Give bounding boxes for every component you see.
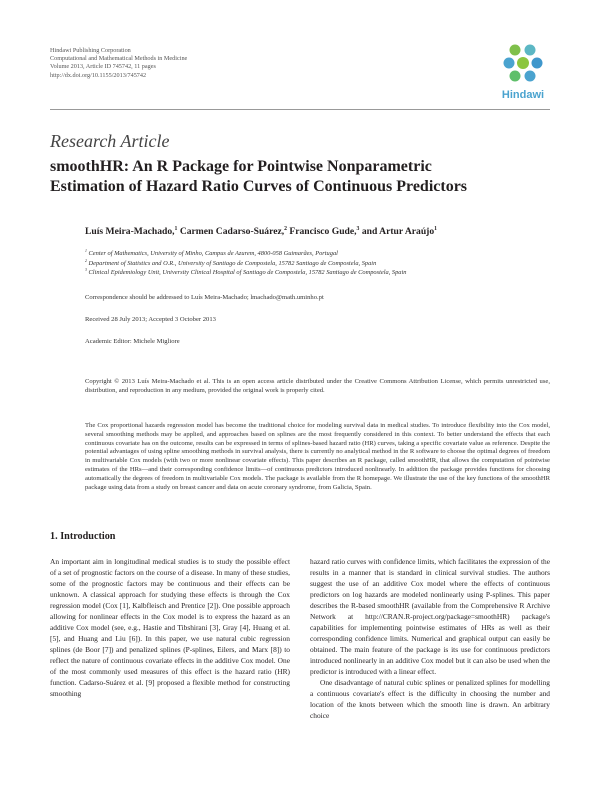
- affiliation-text: Center of Mathematics, University of Minho, Campus de Azurem, 4800-058 Guimarães, Portugal: [88, 250, 338, 257]
- affiliation-number: 1: [85, 248, 87, 253]
- paper-title-line-2: Estimation of Hazard Ratio Curves of Continuous Predictors: [50, 178, 468, 195]
- received-dates: Received 28 July 2013; Accepted 3 October 2013: [85, 316, 216, 323]
- article-type: Research Article: [50, 131, 170, 151]
- author-name: Luís Meira-Machado,: [85, 226, 175, 237]
- author-list: [85, 226, 437, 237]
- author-affiliation-mark: 2: [284, 225, 287, 232]
- affiliation-text: Clinical Epidemiology Unit, University Clinical Hospital of Santiago de Compostela, 15782 Santiago de Compostela, Spain: [88, 269, 407, 277]
- correspondence: Correspondence should be addressed to Luís Meira-Machado; lmachado@math.uminho.pt: [85, 294, 324, 301]
- journal-volume: Volume 2013, Article ID 745742, 11 pages: [50, 63, 156, 71]
- author-name: Artur Araújo: [379, 226, 435, 237]
- right-column: [310, 556, 550, 721]
- journal-header: [50, 47, 187, 80]
- journal-publisher: Hindawi Publishing Corporation: [50, 47, 131, 54]
- body-paragraph: One disadvantage of natural cubic splines or penalized splines for modelling a continuous covariate's effect is the difficulty in choosing the number and location of the knots between which the smooth line is drawn. An arbitrary choice: [310, 678, 550, 720]
- author-affiliation-mark: 3: [356, 225, 360, 232]
- body-paragraph: An important aim in longitudinal medical studies is to study the possible effect of a set of prognostic factors on the course of a disease. In many of these studies, some of the prognostic factors may be continuous and their effects can be unknown. A classical approach for studying these effects is through the Cox regression model (Cox [1], Kalbfleisch and Prentice [2]). One possible approach allowing for nonlinear effects in the Cox model is to express the hazard as an additive Cox model (see, e.g., Hastie and Tibshirani [3], Gray [4], Huang et al. [5], and Huang and Liu [6]). In this paper, we use natural cubic regression splines (de Boor [7]) and penalized splines (P-splines, Eilers, and Marx [8]) to reflect the nature of continuous covariate effects in the additive Cox model. One of the most commonly used measures of this effect is the hazard ratio (HR) function. Cadarso-Suárez et al. [9] proposed a flexible method for constructing smoothing: [50, 557, 290, 698]
- affiliation-item: [85, 249, 406, 259]
- left-column: [50, 556, 290, 699]
- paper-title: [50, 157, 550, 197]
- hindawi-logo-text: Hindawi: [501, 89, 545, 101]
- author-name: Francisco Gude,: [289, 226, 357, 237]
- author-name: Carmen Cadarso-Suárez,: [179, 226, 285, 237]
- affiliation-item: [85, 259, 406, 269]
- author-affiliation-mark: 1: [174, 225, 178, 232]
- affiliation-list: [85, 249, 406, 278]
- affiliation-number: 2: [85, 258, 87, 263]
- abstract: The Cox proportional hazards regression model has become the traditional choice for modeling survival data in medical studies. To introduce flexibility into the Cox model, several smoothing methods may be applied, and approaches based on splines are the most frequently considered in this context. To better understand the effects that each continuous covariate has on the outcome, results can be expressed in terms of splines-based hazard ratio (HR) curves, taking a specific covariate value as reference. Despite the potential advantages of using spline smoothing methods in survival analysis, there is currently no analytical method in the R software to choose the optimal degrees of freedom in multivariable Cox models (with two or more nonlinear covariate effects). This paper describes an R package, called smoothHR, that allows the computation of pointwise estimates of the HRs—and their corresponding confidence limits—of continuous predictors introduced nonlinearly. In addition the package provides functions for choosing automatically the degrees of freedom in multivariable Cox models. The package is available from the R homepage. We illustrate the use of the key functions of the smoothHR package using data from a study on breast cancer and data on acute coronary syndrome, from Galicia, Spain.: [85, 422, 550, 491]
- affiliation-item: [85, 268, 406, 278]
- author-conjunction: and: [361, 226, 378, 237]
- affiliation-text: Department of Statistics and O.R., University of Santiago de Compostela, 15782 Santiago de Compostela, Spain: [88, 259, 377, 267]
- hindawi-logo-icon: [494, 41, 552, 89]
- hindawi-logo: [494, 41, 552, 103]
- section-heading-introduction: 1. Introduction: [50, 531, 116, 542]
- paper-title-line-1: smoothHR: An R Package for Pointwise Nonparametric: [50, 158, 432, 175]
- copyright-notice: Copyright © 2013 Luís Meira-Machado et al. This is an open access article distributed under the Creative Commons Attribution License, which permits unrestricted use, distribution, and reproduction in any medium, provided the original work is properly cited.: [85, 378, 550, 394]
- journal-name: Computational and Mathematical Methods in Medicine: [50, 55, 188, 63]
- academic-editor: Academic Editor: Michele Migliore: [85, 338, 180, 345]
- author-affiliation-mark: 1: [434, 225, 438, 232]
- body-paragraph: hazard ratio curves with confidence limits, which facilitates the expression of the results in a manner that is standard in clinical survival studies. The authors suggest the use of an additive Cox model where the effects of continuous predictors on log hazards are modeled nonlinearly using P-splines. This paper describes the R-based smoothHR (available from the Comprehensive R Archive Network at http://CRAN.R-project.org/package=smoothHR) package's capabilities for implementing pointwise estimates of HRs as well as their corresponding confidence limits. Numerical and graphical output can easily be obtained. The main feature of the package is its use for continuous predictors introduced nonlinearly in an additive Cox model but it can also be used when the predictor is introduced with a linear effect.: [310, 557, 550, 676]
- journal-doi-link[interactable]: http://dx.doi.org/10.1155/2013/745742: [50, 71, 147, 79]
- header-divider: [50, 109, 550, 110]
- affiliation-number: 3: [85, 268, 87, 273]
